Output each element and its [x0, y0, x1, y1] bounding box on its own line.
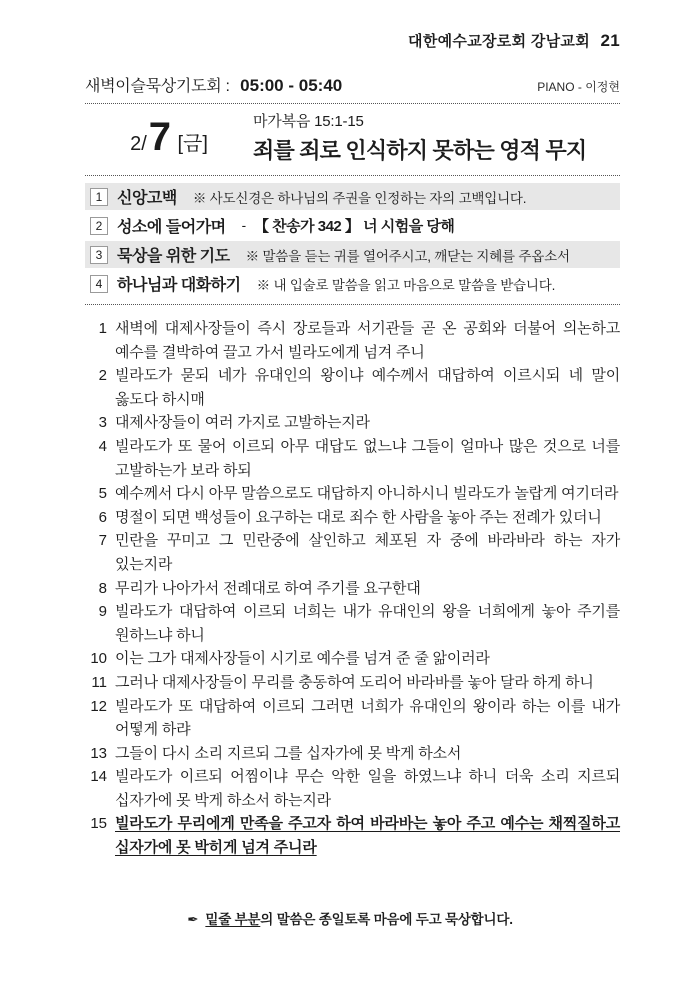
order-row	[85, 270, 620, 297]
order-label: 묵상을 위한 기도	[117, 248, 230, 265]
verse-text: 새벽에 대제사장들이 즉시 장로들과 서기관들 곧 온 공회와 더불어 의논하고 예수를 결박하여 끌고 가서 빌라도에게 넘겨 주니	[115, 320, 620, 361]
verse-row	[85, 317, 620, 364]
verse-number: 11	[91, 673, 107, 691]
order-number-box: 2	[90, 217, 108, 235]
order-note: ※ 말씀을 듣는 귀를 열어주시고, 깨닫는 지혜를 주옵소서	[245, 248, 570, 264]
title-block	[85, 104, 620, 176]
church-name: 강남교회	[530, 33, 591, 50]
verse-number: 5	[98, 485, 107, 503]
footer-text: 의 말씀은 종일토록 마음에 두고 묵상합니다.	[260, 912, 513, 927]
order-note: ※ 사도신경은 하나님의 주권을 인정하는 자의 고백입니다.	[192, 190, 527, 206]
page-number: 21	[600, 31, 620, 50]
order-label: 신앙고백	[117, 190, 177, 207]
scripture-reference: 마가복음 15:1-15	[253, 113, 364, 130]
order-label: 성소에 들어가며	[117, 219, 226, 236]
verse-number: 13	[90, 744, 107, 762]
order-of-service	[85, 183, 620, 305]
verse-text: 빌라도가 묻되 네가 유대인의 왕이냐 예수께서 대답하여 이르시되 네 말이 옳도다 하시매	[115, 367, 620, 408]
verse-text: 빌라도가 또 대답하여 이르되 그러면 너희가 유대인의 왕이라 하는 이를 내가 어떻게 하랴	[115, 697, 620, 739]
verse-text: 예수께서 다시 아무 말씀으로도 대답하지 아니하시니 빌라도가 놀랍게 여기더라	[115, 485, 619, 503]
verse-row	[85, 812, 620, 859]
verse-row	[85, 742, 620, 766]
date-weekday: [금]	[177, 133, 208, 155]
service-schedule	[85, 73, 342, 96]
verse-text: 대제사장들이 여러 가지로 고발하는지라	[115, 414, 370, 432]
footer-note	[0, 908, 700, 928]
verse-text: 그러나 대제사장들이 무리를 충동하여 도리어 바라바를 놓아 달라 하게 하니	[115, 673, 594, 691]
verse-text: 빌라도가 대답하여 이르되 너희는 내가 유대인의 왕을 너희에게 놓아 주기를 원하느냐 하니	[115, 603, 620, 644]
verse-row	[85, 671, 620, 695]
verse-row	[85, 529, 620, 576]
verse-number: 8	[98, 579, 107, 597]
sermon-title: 죄를 죄로 인식하지 못하는 영적 무지	[253, 138, 587, 163]
verse-text: 명절이 되면 백성들이 요구하는 대로 죄수 한 사람을 놓아 주는 전례가 있더니	[115, 508, 602, 526]
verse-row	[85, 695, 620, 742]
verse-text: 그들이 다시 소리 지르되 그를 십자가에 못 박게 하소서	[115, 744, 462, 762]
accompanist-credit: PIANO - 이정현	[537, 80, 620, 94]
date-day: 7	[148, 115, 172, 159]
verse-row	[85, 364, 620, 411]
order-number-box: 3	[90, 246, 108, 264]
verse-number: 3	[98, 414, 107, 432]
verse-number: 4	[98, 437, 107, 455]
order-number-box: 4	[90, 275, 108, 293]
order-row	[85, 183, 620, 210]
verse-row	[85, 600, 620, 647]
verse-number: 12	[90, 697, 107, 715]
verse-number: 7	[98, 532, 107, 550]
verse-text: 민란을 꾸미고 그 민란중에 살인하고 체포된 자 중에 바라바라 하는 자가 있는지라	[115, 532, 620, 573]
verse-row	[85, 435, 620, 482]
date-month: 2/	[130, 133, 147, 155]
verse-row	[85, 482, 620, 506]
service-name: 새벽이슬묵상기도회 :	[85, 78, 230, 95]
verse-text: 무리가 나아가서 전례대로 하여 주기를 요구한대	[115, 579, 421, 597]
verse-row	[85, 506, 620, 530]
verse-text: 이는 그가 대제사장들이 시기로 예수를 넘겨 준 줄 앎이러라	[115, 650, 490, 668]
sermon-heading	[253, 110, 620, 165]
order-note: -	[241, 218, 246, 233]
order-row	[85, 241, 620, 268]
verse-number: 15	[90, 815, 107, 833]
order-label: 하나님과 대화하기	[117, 277, 241, 294]
verse-number: 14	[90, 768, 107, 786]
verse-number: 9	[98, 603, 107, 621]
verse-row	[85, 765, 620, 812]
footer-underlined-text: 밑줄 부분	[205, 912, 261, 927]
date-display	[85, 115, 253, 160]
verse-row	[85, 411, 620, 435]
order-note: ※ 내 입술로 말씀을 읽고 마음으로 말씀을 받습니다.	[256, 277, 556, 293]
order-hymn: 【 찬송가 342 】 너 시험을 당해	[253, 218, 455, 235]
order-row	[85, 212, 620, 239]
verse-text: 빌라도가 무리에게 만족을 주고자 하여 바라바는 놓아 주고 예수는 채찍질하고 십자가에 못 박히게 넘겨 주니라	[115, 815, 620, 857]
denomination-name: 대한예수교장로회	[408, 33, 527, 50]
verse-number: 1	[98, 320, 107, 337]
verse-number: 2	[98, 367, 107, 385]
verse-text: 빌라도가 또 물어 이르되 아무 대답도 없느냐 그들이 얼마나 많은 것으로 너를 고발하는가 보라 하되	[115, 437, 620, 479]
verse-number: 10	[90, 650, 107, 668]
page-header	[0, 0, 700, 51]
order-number-box: 1	[90, 188, 108, 206]
page-content	[85, 73, 620, 860]
verse-number: 6	[98, 508, 107, 526]
verse-row	[85, 647, 620, 671]
scripture-verses	[85, 317, 620, 860]
verse-row	[85, 577, 620, 601]
verse-text: 빌라도가 이르되 어찜이냐 무슨 악한 일을 하였느냐 하니 더욱 소리 지르되 십자가에 못 박게 하소서 하는지라	[115, 768, 620, 809]
pen-icon: ✒	[187, 912, 199, 927]
service-time: 05:00 - 05:40	[240, 76, 343, 95]
service-header	[85, 73, 620, 104]
